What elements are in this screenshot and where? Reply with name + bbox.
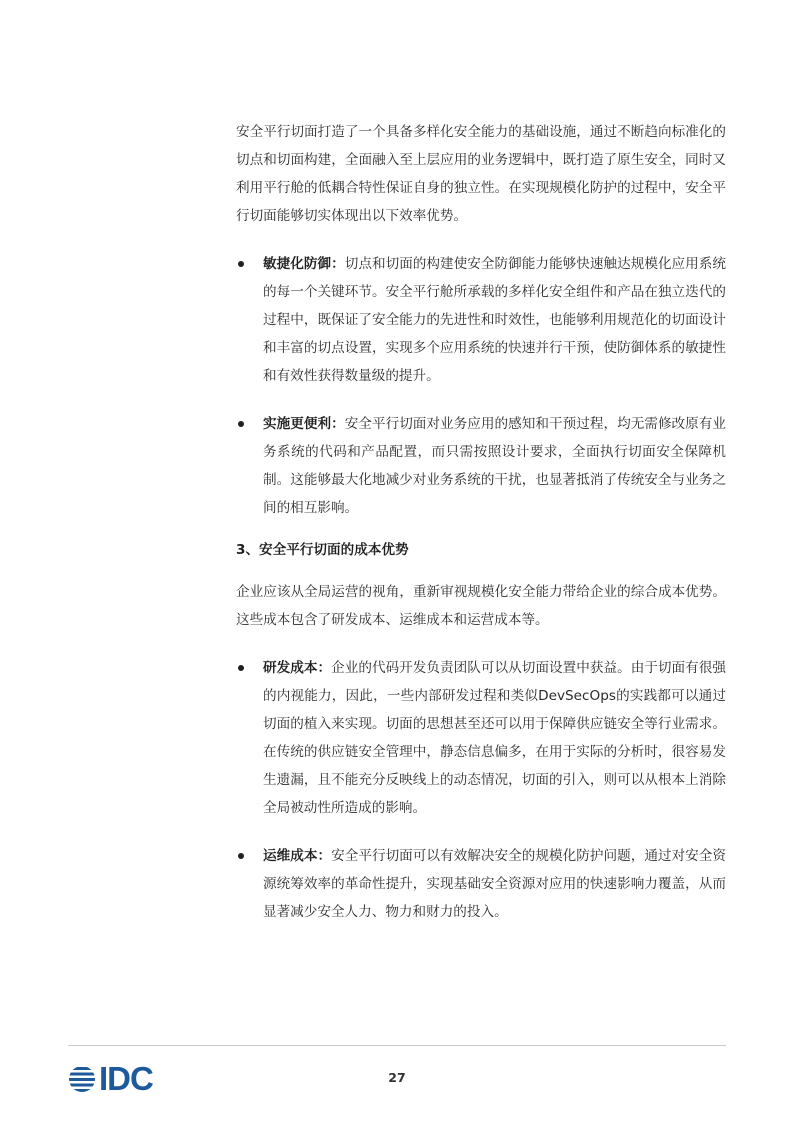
spacer xyxy=(236,522,726,536)
bullet-dot-icon xyxy=(238,261,244,267)
page-number: 27 xyxy=(388,1070,406,1085)
footer-divider xyxy=(68,1045,726,1046)
globe-icon xyxy=(68,1065,96,1093)
bullet-term: 研发成本： xyxy=(263,660,332,676)
bullet-dot-icon xyxy=(238,421,244,427)
bullet-term: 敏捷化防御： xyxy=(263,256,345,272)
spacer xyxy=(236,230,726,250)
bullet-term: 运维成本： xyxy=(263,848,332,864)
bullet-text: 安全平行切面对业务应用的感知和干预过程，均无需修改原有业务系统的代码和产品配置，而只需按照设计要求，全面执行切面安全保障机制。这能够最大化地减少对业务系统的干扰，也显著抵消了传统安全与业务之间的相互影响。 xyxy=(263,416,727,516)
list-item xyxy=(236,654,726,822)
logo-text: IDC xyxy=(99,1060,153,1097)
cost-list xyxy=(236,654,726,926)
spacer xyxy=(236,564,726,578)
idc-logo xyxy=(68,1062,168,1096)
cost-intro-paragraph: 企业应该从全局运营的视角，重新审视规模化安全能力带给企业的综合成本优势。这些成本包含了研发成本、运维成本和运营成本等。 xyxy=(236,584,726,628)
bullet-term: 实施更便利： xyxy=(263,416,345,432)
bullet-dot-icon xyxy=(238,665,244,671)
bullet-dot-icon xyxy=(238,853,244,859)
spacer xyxy=(236,634,726,654)
list-item xyxy=(236,410,726,522)
bullet-text: 切点和切面的构建使安全防御能力能够快速触达规模化应用系统的每一个关键环节。安全平行舱所承载的多样化安全组件和产品在独立迭代的过程中，既保证了安全能力的先进性和时效性，也能够利用规范化的切面设计和丰富的切点设置，实现多个应用系统的快速并行干预，使防御体系的敏捷性和有效性获得数量级的提升。 xyxy=(263,256,727,384)
document-body xyxy=(236,118,726,926)
efficiency-list xyxy=(236,250,726,522)
bullet-text: 安全平行切面可以有效解决安全的规模化防护问题，通过对安全资源统筹效率的革命性提升，实现基础安全资源对应用的快速影响力覆盖，从而显著减少安全人力、物力和财力的投入。 xyxy=(263,848,726,920)
bullet-text: 企业的代码开发负责团队可以从切面设置中获益。由于切面有很强的内视能力，因此，一些内部研发过程和类似DevSecOps的实践都可以通过切面的植入来实现。切面的思想甚至还可以用于保障供应链安全等行业需求。在传统的供应链安全管理中，静态信息偏多，在用于实际的分析时，很容易发生遗漏，且不能充分反映线上的动态情况，切面的引入，则可以从根本上消除全局被动性所造成的影响。 xyxy=(263,660,726,816)
section-heading: 3、安全平行切面的成本优势 xyxy=(236,542,409,558)
list-item xyxy=(236,842,726,926)
list-item xyxy=(236,250,726,390)
intro-paragraph: 安全平行切面打造了一个具备多样化安全能力的基础设施，通过不断趋向标准化的切点和切面构建，全面融入至上层应用的业务逻辑中，既打造了原生安全，同时又利用平行舱的低耦合特性保证自身的独立性。在实现规模化防护的过程中，安全平行切面能够切实体现出以下效率优势。 xyxy=(236,124,726,224)
